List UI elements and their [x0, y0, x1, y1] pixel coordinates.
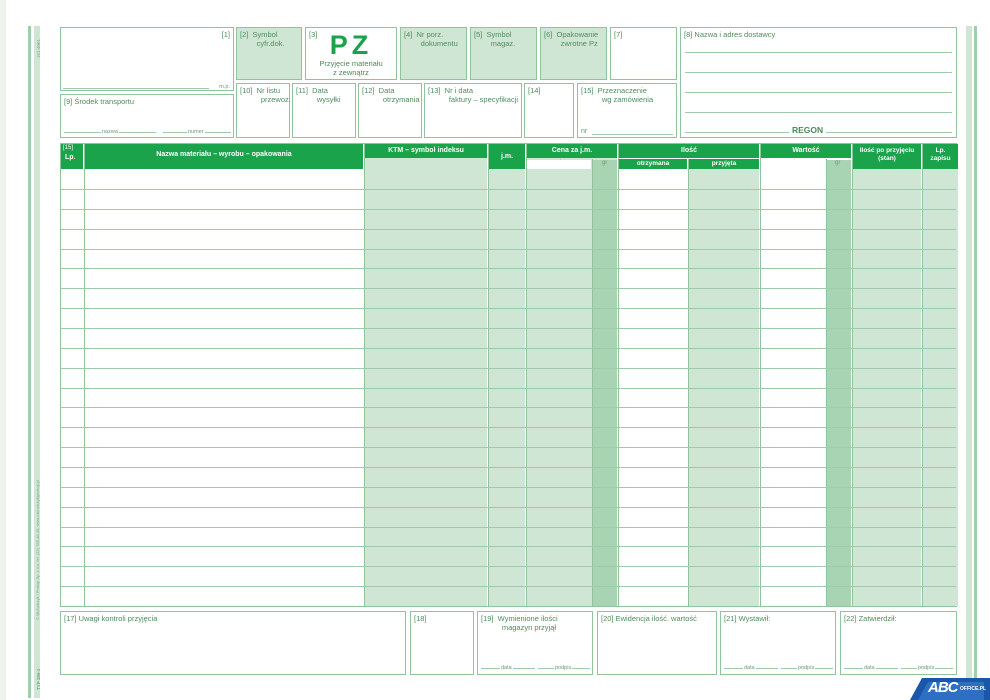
field-18[interactable]: [18] — [410, 611, 474, 675]
table-row — [61, 328, 956, 329]
field-7[interactable]: [7] — [610, 27, 677, 80]
table-row — [61, 507, 956, 508]
abc-office-logo — [904, 674, 990, 700]
side-code-bottom: TYP 386-1 — [36, 668, 41, 690]
form-subtitle-2: z zewnątrz — [333, 68, 369, 77]
table-row — [61, 546, 956, 547]
table-row — [61, 288, 956, 289]
field-1[interactable]: [1] m.p. — [60, 27, 234, 91]
left-stripe — [28, 26, 31, 698]
col-jm: j.m. — [489, 144, 525, 169]
col-lp-entry: Lp. zapisu — [923, 144, 958, 169]
table-row — [61, 368, 956, 369]
field-8-supplier[interactable]: [8] Nazwa i adres dostawcy REGON — [680, 27, 957, 138]
logo-sub: OFFICE.PL — [960, 686, 987, 692]
table-row — [61, 586, 956, 587]
col-name: Nazwa materiału – wyrobu – opakowania — [85, 144, 363, 169]
field-19-magazyn[interactable]: [19] Wymienione ilości magazyn przyjął data podpis — [477, 611, 593, 675]
table-row — [61, 348, 956, 349]
field-17-uwagi[interactable]: [17] Uwagi kontroli przyjęcia — [60, 611, 406, 675]
table-rows[interactable] — [61, 169, 956, 606]
table-row — [61, 427, 956, 428]
price-gr: gr — [602, 160, 608, 166]
col-price: Cena za j.m. — [527, 144, 617, 158]
logo-text: ABC — [928, 679, 958, 696]
table-row — [61, 249, 956, 250]
table-row — [61, 209, 956, 210]
col-value: Wartość — [761, 144, 851, 158]
table-row — [61, 566, 956, 567]
table-row — [61, 388, 956, 389]
field-9-transport[interactable]: [9] Środek transportu nazwa numer — [60, 94, 234, 138]
page-edge — [0, 0, 6, 700]
right-stripe — [974, 26, 977, 698]
field-14[interactable]: [14] — [524, 83, 574, 138]
items-table — [60, 143, 957, 607]
lp-number: [15] — [63, 145, 74, 151]
field-6-opakowanie[interactable]: [6] Opakowanie zwrotne Pz — [540, 27, 607, 80]
col-lp: Lp. — [65, 154, 76, 161]
col-ktm: KTM – symbol indeksu — [365, 144, 487, 158]
field-22-zatwierdzil[interactable]: [22] Zatwierdził: data podpis — [840, 611, 957, 675]
col-received: otrzymana — [619, 159, 687, 169]
field-12-data-otrzymania[interactable]: [12] Data otrzymania — [358, 83, 422, 138]
regon-label: REGON — [789, 125, 826, 135]
field-10-nr-listu[interactable]: [10] Nr listu przewoz. — [236, 83, 290, 138]
col-accepted: przyjęta — [689, 159, 759, 169]
side-publisher: © Michalczyk i Prokop Sp. z o.o. tel. (32) 786-48-45, www.michalczykiprokop.pl — [35, 479, 40, 620]
col-qty: Ilość — [619, 144, 759, 158]
table-row — [61, 308, 956, 309]
field-4-nr-porz[interactable]: [4] Nr porz. dokumentu — [400, 27, 467, 80]
table-row — [61, 487, 956, 488]
form-subtitle-1: Przyjęcie materiału — [319, 59, 383, 68]
field-3-title: [3] PZ Przyjęcie materiału z zewnątrz — [305, 27, 397, 80]
table-row — [61, 407, 956, 408]
table-row — [61, 229, 956, 230]
table-row — [61, 189, 956, 190]
form-title: PZ — [329, 30, 373, 60]
field-21-wystawil[interactable]: [21] Wystawił: data podpis — [720, 611, 836, 675]
right-stripe-light — [966, 26, 972, 698]
value-gr: gr — [835, 160, 841, 166]
field-11-data-wysylki[interactable]: [11] Data wysyłki — [292, 83, 356, 138]
table-row — [61, 467, 956, 468]
field-20-ewidencja[interactable]: [20] Ewidencja ilość. wartość — [597, 611, 717, 675]
table-row — [61, 447, 956, 448]
field-13-faktura[interactable]: [13] Nr i data faktury – specyfikacji — [424, 83, 522, 138]
field-5-symbol-magaz[interactable]: [5] Symbol magaz. — [470, 27, 537, 80]
col-qty-after: Ilość po przyjęciu (stan) — [853, 144, 921, 169]
table-row — [61, 268, 956, 269]
field-2-symbol[interactable]: [2] Symbol cyfr.dok. — [236, 27, 302, 80]
field-15-przeznaczenie[interactable]: [15] Przeznaczenie wg zamówienia nr — [577, 83, 677, 138]
side-code-top: 151-4061 — [36, 38, 41, 58]
table-row — [61, 527, 956, 528]
